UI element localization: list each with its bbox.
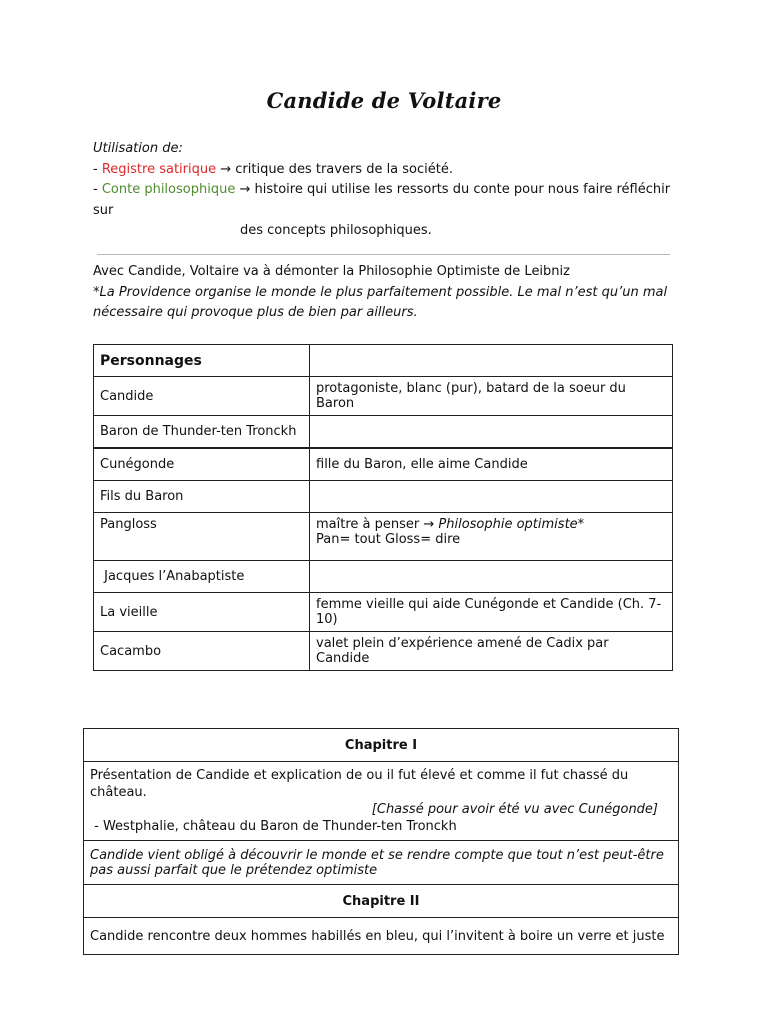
character-description	[310, 416, 673, 449]
description-italic: Philosophie optimiste*	[438, 517, 585, 532]
character-description: fille du Baron, elle aime Candide	[310, 448, 673, 481]
chapter-summary-row	[84, 918, 679, 955]
character-name: Candide	[94, 377, 310, 416]
summary-text: Présentation de Candide et explication de ou il fut élevé et comme il fut chassé du château.	[90, 768, 629, 800]
table-row	[94, 416, 673, 449]
term-conte-philosophique: Conte philosophique	[101, 182, 236, 197]
character-description	[310, 481, 673, 513]
table-row	[94, 448, 673, 481]
term-definition: → histoire qui utilise les ressorts du conte pour nous faire réfléchir	[235, 182, 671, 197]
table-row	[94, 593, 673, 632]
bullet-dash: -	[93, 182, 102, 197]
intro-heading: Utilisation de:	[93, 141, 183, 156]
character-description	[310, 561, 673, 593]
character-description: protagoniste, blanc (pur), batard de la soeur du Baron	[310, 377, 673, 416]
chapter-comment: Candide vient obligé à découvrir le monde et se rendre compte que tout n’est peut-être pas aussi parfait que le prétendez optimiste	[84, 841, 679, 885]
thesis-quote: *La Providence organise le monde le plus parfaitement possible. Le mal n’est qu’un mal nécessaire qui provoque plus de bien par ailleurs.	[93, 284, 668, 320]
character-description	[310, 513, 673, 561]
description-line: Pan= tout Gloss= dire	[316, 532, 461, 547]
intro-section	[93, 139, 683, 242]
chapter-summary-row	[84, 762, 679, 841]
table-row	[94, 632, 673, 671]
chapter-title: Chapitre I	[84, 729, 679, 762]
characters-table	[93, 344, 673, 671]
header-cell-personnages: Personnages	[94, 345, 310, 377]
character-name: Jacques l’Anabaptiste	[94, 561, 310, 593]
term-registre-satirique: Registre satirique	[101, 161, 217, 177]
intro-line-wrap: sur	[93, 202, 114, 218]
intro-line-conte	[93, 180, 683, 201]
chapter-summary: Candide rencontre deux hommes habillés en bleu, qui l’invitent à boire un verre et juste	[84, 918, 679, 955]
character-name: Pangloss	[94, 513, 310, 561]
thesis-line: Avec Candide, Voltaire va à démonter la Philosophie Optimiste de Leibniz	[93, 264, 570, 279]
table-header-row	[94, 345, 673, 377]
intro-line-satirique	[93, 160, 683, 181]
term-definition: → critique des travers de la société.	[216, 161, 453, 177]
character-name: La vieille	[94, 593, 310, 632]
chapter-title-row	[84, 885, 679, 918]
intro-line-continuation: des concepts philosophiques.	[240, 223, 432, 238]
summary-place: - Westphalie, château du Baron de Thunder-ten Tronckh	[90, 819, 457, 834]
table-row	[94, 513, 673, 561]
summary-note: [Chassé pour avoir été vu avec Cunégonde]	[371, 802, 658, 817]
character-name: Baron de Thunder-ten Tronckh	[94, 416, 310, 449]
chapter-title: Chapitre II	[84, 885, 679, 918]
description-text: maître à penser →	[316, 517, 439, 532]
bullet-dash: -	[93, 161, 102, 177]
character-description: femme vieille qui aide Cunégonde et Candide (Ch. 7-10)	[310, 593, 673, 632]
thesis-section	[93, 262, 683, 324]
character-name: Fils du Baron	[94, 481, 310, 513]
section-divider	[97, 254, 670, 255]
header-cell-empty	[310, 345, 673, 377]
document-title: Candide de Voltaire	[266, 88, 502, 113]
character-name: Cacambo	[94, 632, 310, 671]
chapters-table	[83, 728, 679, 955]
character-name: Cunégonde	[94, 448, 310, 481]
character-description: valet plein d’expérience amené de Cadix par Candide	[310, 632, 673, 671]
chapter-title-row	[84, 729, 679, 762]
table-row	[94, 561, 673, 593]
table-row	[94, 481, 673, 513]
description-line	[316, 517, 666, 532]
table-row	[94, 377, 673, 416]
chapter-summary	[84, 762, 679, 841]
chapter-comment-row	[84, 841, 679, 885]
